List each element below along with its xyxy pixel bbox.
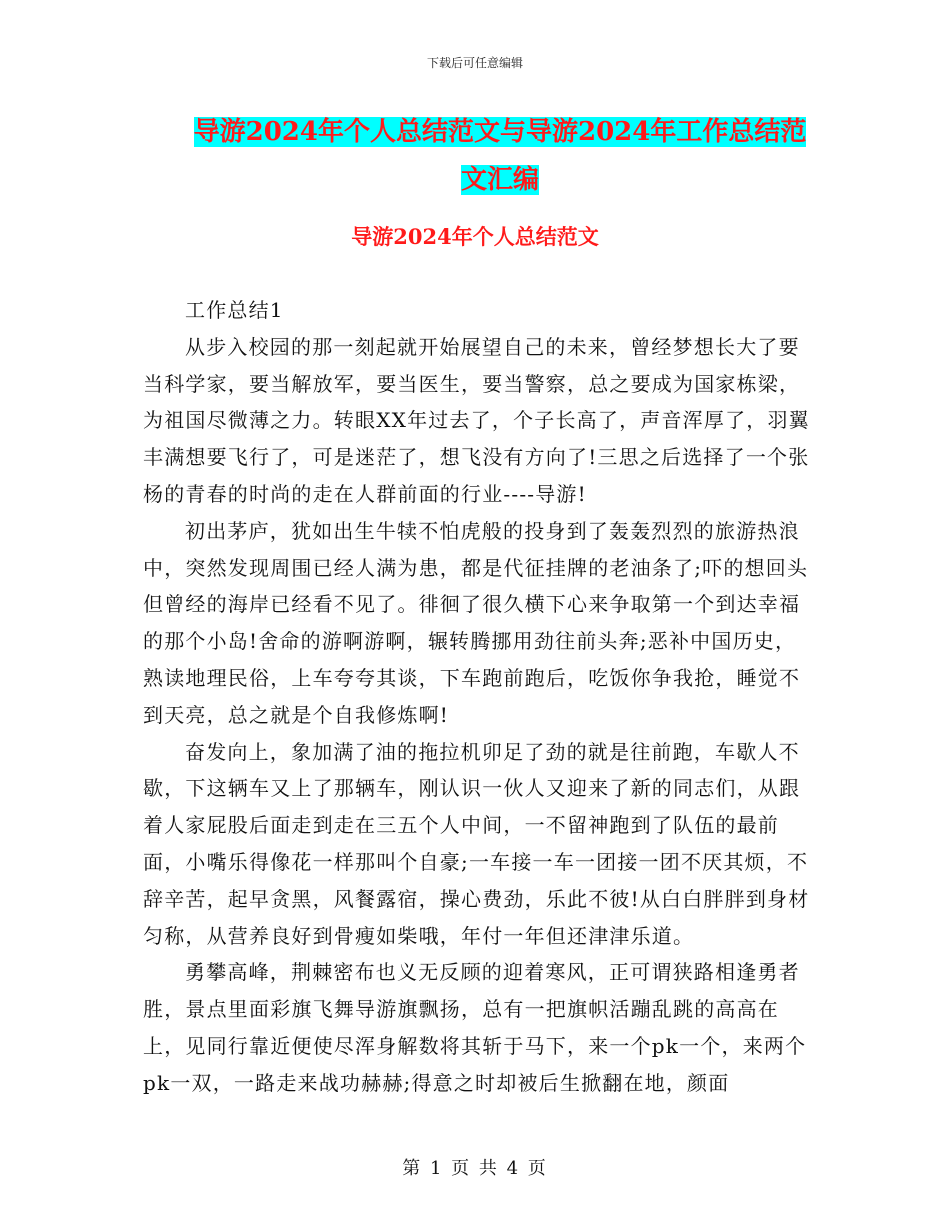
document-body (143, 292, 813, 1102)
title-line-2: 文汇编 (460, 165, 539, 195)
subheading: 工作总结1 (185, 298, 284, 322)
paragraph: 从步入校园的那一刻起就开始展望自己的未来，曾经梦想长大了要当科学家，要当解放军，要当医生，要当警察，总之要成为国家栋梁，为祖国尽微薄之力。转眼XX年过去了，个子长高了，声音浑厚了，羽翼丰满想要飞行了，可是迷茫了，想飞没有方向了!三思之后选择了一个张杨的青春的时尚的走在人群前面的行业----导游! (143, 334, 810, 506)
page-number: 第 1 页 共 4 页 (402, 1158, 548, 1179)
header-note: 下载后可任意编辑 (426, 56, 523, 70)
title-line-1: 导游2024年个人总结范文与导游2024年工作总结范 (193, 117, 807, 147)
document-title (120, 108, 880, 204)
section-title: 导游2024年个人总结范文 (351, 224, 599, 249)
paragraph: 初出茅庐，犹如出生牛犊不怕虎般的投身到了轰轰烈烈的旅游热浪中，突然发现周围已经人满为患，都是代征挂牌的老油条了;吓的想回头但曾经的海岸已经看不见了。徘徊了很久横下心来争取第一个到达幸福的那个小岛!舍命的游啊游啊，辗转腾挪用劲往前头奔;恶补中国历史，熟读地理民俗，上车夸夸其谈，下车跑前跑后，吃饭你争我抢，睡觉不到天亮，总之就是个自我修炼啊! (143, 518, 809, 727)
paragraph: 勇攀高峰，荆棘密布也义无反顾的迎着寒风，正可谓狭路相逢勇者胜，景点里面彩旗飞舞导游旗飘扬，总有一把旗帜活蹦乱跳的高高在上，见同行靠近便使尽浑身解数将其斩于马下，来一个pk一个，来两个pk一双，一路走来战功赫赫;得意之时却被后生掀翻在地，颜面 (143, 960, 807, 1095)
paragraph: 奋发向上，象加满了油的拖拉机卯足了劲的就是往前跑，车歇人不歇，下这辆车又上了那辆车，刚认识一伙人又迎来了新的同志们，从跟着人家屁股后面走到走在三五个人中间，一不留神跑到了队伍的最前面，小嘴乐得像花一样那叫个自豪;一车接一车一团接一团不厌其烦，不辞辛苦，起早贪黑，风餐露宿，操心费劲，乐此不彼!从白白胖胖到身材匀称，从营养良好到骨瘦如柴哦，年付一年但还津津乐道。 (143, 739, 810, 948)
